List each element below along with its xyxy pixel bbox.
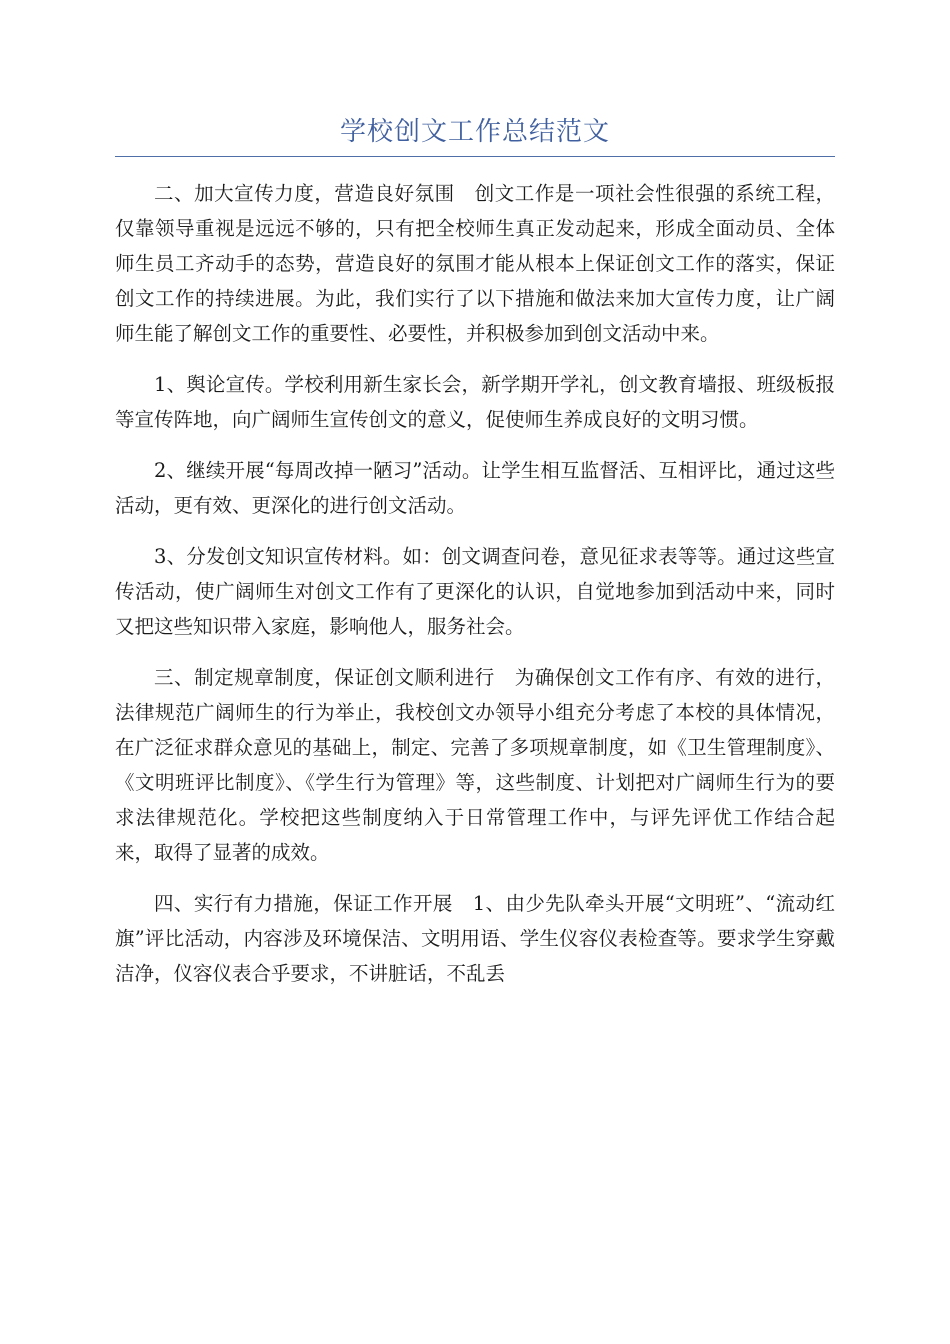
paragraph-publicity: 二、加大宣传力度，营造良好氛围 创文工作是一项社会性很强的系统工程，仅靠领导重视是远远不够的，只有把全校师生真正发动起来，形成全面动员、全体师生员工齐动手的态势，营造良好的氛围才能从根本上保证创文工作的落实，保证创文工作的持续进展。为此，我们实行了以下措施和做法来加大宣传力度，让广阔师生能了解创文工作的重要性、必要性，并积极参加到创文活动中来。 <box>115 182 835 345</box>
paragraph-item-2: 2、继续开展“每周改掉一陋习”活动。让学生相互监督活、互相评比，通过这些活动，更有效、更深化的进行创文活动。 <box>115 459 835 517</box>
paragraph-item-3: 3、分发创文知识宣传材料。如：创文调查问卷，意见征求表等等。通过这些宣传活动，使广阔师生对创文工作有了更深化的认识，自觉地参加到活动中来，同时又把这些知识带入家庭，影响他人，服务社会。 <box>115 545 835 638</box>
paragraph-measures: 四、实行有力措施，保证工作开展 1、由少先队牵头开展“文明班”、“流动红旗”评比活动，内容涉及环境保洁、文明用语、学生仪容仪表检查等。要求学生穿戴洁净，仪容仪表合乎要求，不讲脏话，不乱丢 <box>115 892 835 985</box>
paragraph-regulations: 三、制定规章制度，保证创文顺利进行 为确保创文工作有序、有效的进行，法律规范广阔师生的行为举止，我校创文办领导小组充分考虑了本校的具体情况，在广泛征求群众意见的基础上，制定、完善了多项规章制度，如《卫生管理制度》、《文明班评比制度》、《学生行为管理》等，这些制度、计划把对广阔师生行为的要求法律规范化。学校把这些制度纳入于日常管理工作中，与评先评优工作结合起来，取得了显著的成效。 <box>115 666 835 864</box>
paragraph-item-1: 1、舆论宣传。学校利用新生家长会，新学期开学礼，创文教育墙报、班级板报等宣传阵地，向广阔师生宣传创文的意义，促使师生养成良好的文明习惯。 <box>115 373 835 431</box>
document-body <box>115 176 835 1007</box>
title-block <box>115 112 835 157</box>
document-title: 学校创文工作总结范文 <box>339 117 610 147</box>
